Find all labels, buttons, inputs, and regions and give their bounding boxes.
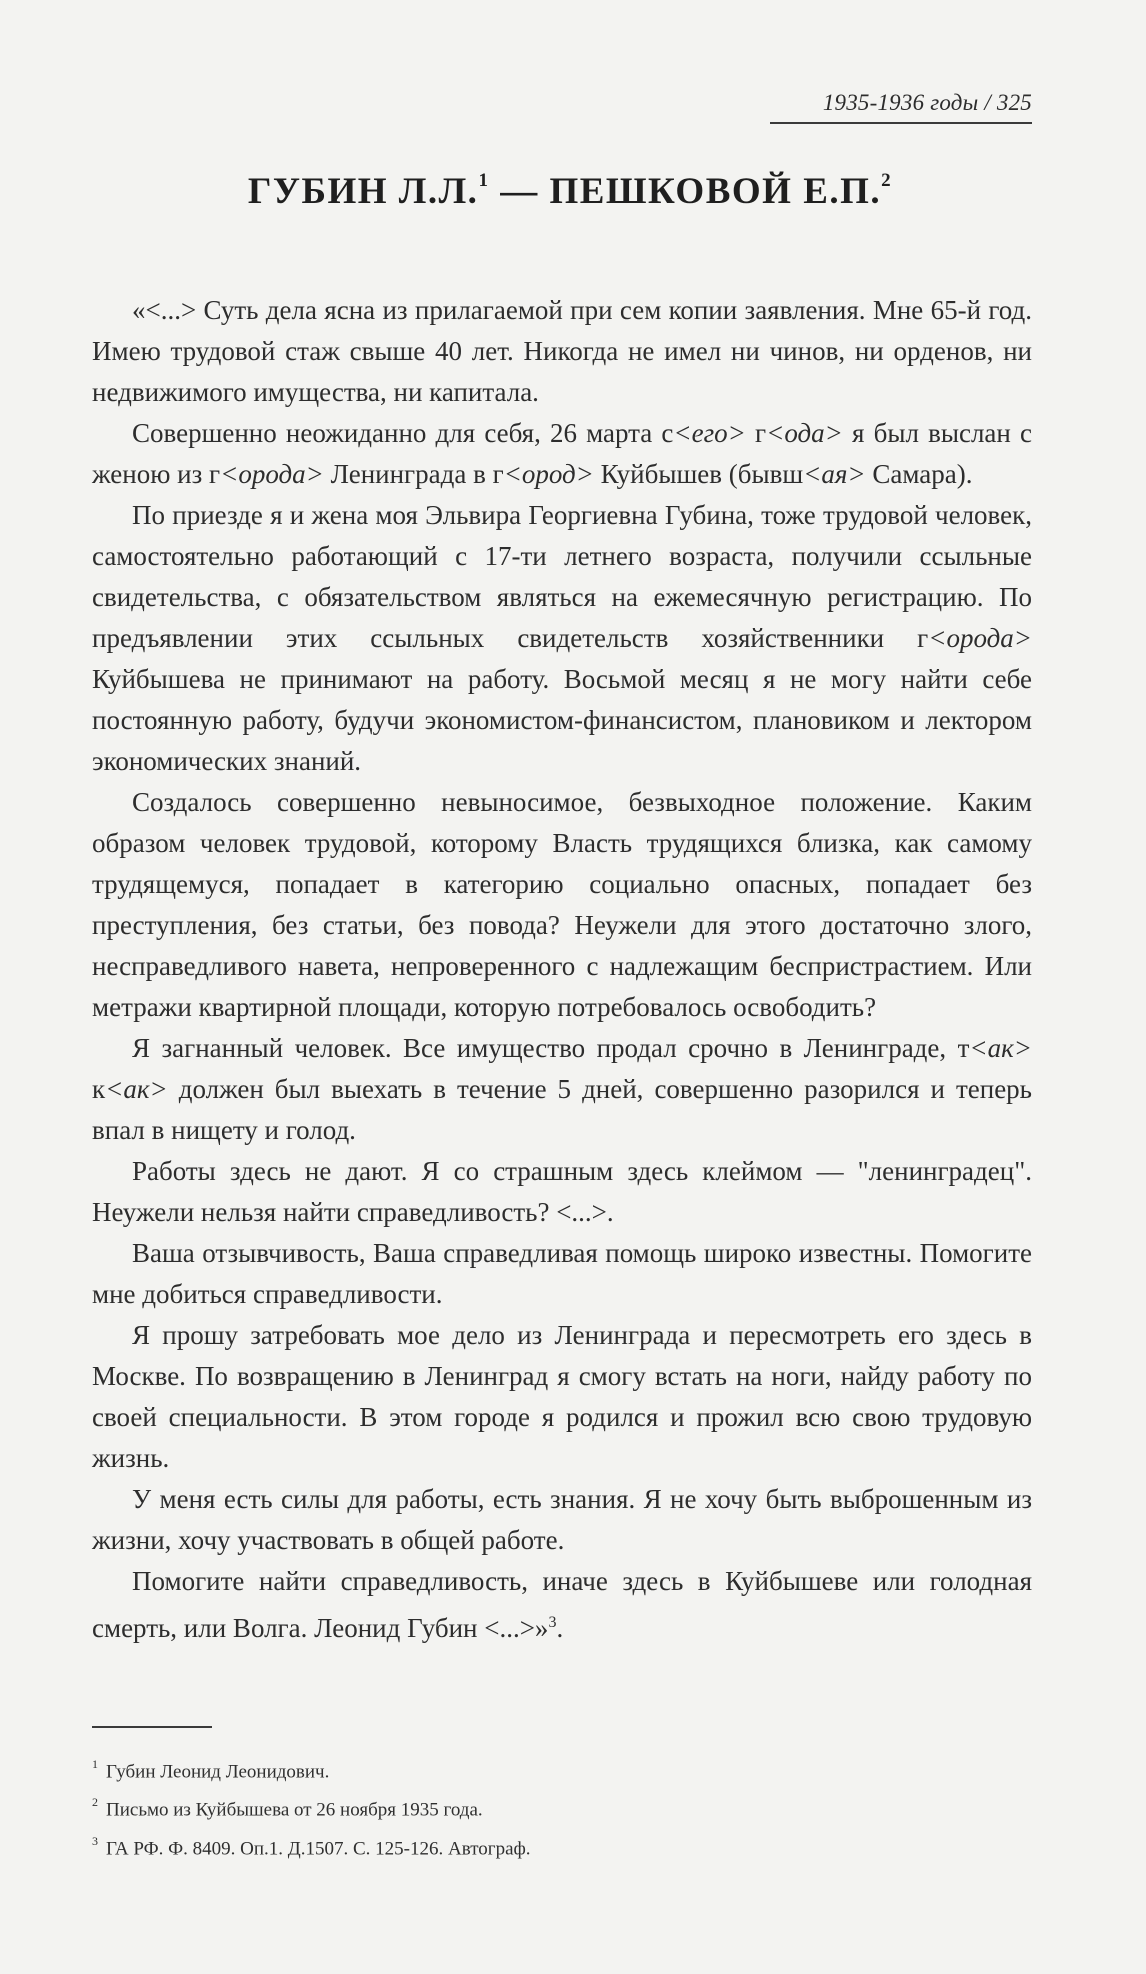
editorial-insertion: <ак> bbox=[105, 1074, 168, 1104]
paragraph-1: «<...> Суть дела ясна из прилагаемой при сем копии заявления. Мне 65-й год. Имею трудовой стаж свыше 40 лет. Никогда не имел ни чинов, ни орденов, ни недвижимого имущества, ни капитала. bbox=[92, 295, 1032, 407]
footnote-2 bbox=[92, 1788, 1032, 1826]
header-rule bbox=[770, 122, 1032, 124]
text-run: Я загнанный человек. Все имущество продал срочно в Ленинграде, т bbox=[132, 1033, 970, 1063]
text-run: Самара). bbox=[865, 459, 973, 489]
paragraph-5 bbox=[92, 1028, 1032, 1151]
footnote-rule bbox=[92, 1726, 212, 1728]
text-run: Совершенно неожиданно для себя, 26 марта с bbox=[132, 418, 674, 448]
text-run: Помогите найти справедливость, иначе здесь в Куйбышеве или голодная смерть, или Волга. Леонид Губин <...>» bbox=[92, 1566, 1032, 1643]
editorial-insertion: <орода> bbox=[220, 459, 324, 489]
paragraph-4: Создалось совершенно невыносимое, безвыходное положение. Каким образом человек трудовой, которому Власть трудящихся близка, как самому трудящемуся, попадает в категорию социально опасных, попадает без преступления, без статьи, без повода? Неужели для этого достаточно злого, несправедливого навета, непроверенного с надлежащим беспристрастием. Или метражи квартирной площади, которую потребовалось освободить? bbox=[92, 787, 1032, 1022]
title-footnote-ref-2: 2 bbox=[881, 169, 893, 191]
editorial-insertion: <ода> bbox=[766, 418, 843, 448]
footnote-number: 3 bbox=[92, 1833, 98, 1848]
text-run: должен был выехать в течение 5 дней, совершенно разорился и теперь впал в нищету и голод. bbox=[92, 1074, 1032, 1145]
letter-body bbox=[92, 290, 1032, 1649]
editorial-insertion: <его> bbox=[673, 418, 746, 448]
footnote-1 bbox=[92, 1750, 1032, 1788]
footnote-number: 1 bbox=[92, 1757, 98, 1771]
footnote-text: Письмо из Куйбышева от 26 ноября 1935 года. bbox=[106, 1799, 483, 1821]
footnote-text: ГА РФ. Ф. 8409. Оп.1. Д.1507. С. 125-126. Автограф. bbox=[106, 1837, 531, 1859]
text-run: Куйбышев (бывш bbox=[593, 459, 804, 489]
footnote-text: Губин Леонид Леонидович. bbox=[106, 1761, 330, 1783]
text-run: к bbox=[92, 1074, 106, 1104]
text-run: г bbox=[745, 418, 767, 448]
editorial-insertion: <ак> bbox=[969, 1033, 1032, 1063]
text-run: Ленинграда в г bbox=[323, 459, 504, 489]
paragraph-8: Я прошу затребовать мое дело из Ленинграда и пересмотреть его здесь в Москве. По возвращению в Ленинград я смогу встать на ноги, найду работу по своей специальности. В этом городе я родился и прожил всю свою трудовую жизнь. bbox=[92, 1320, 1032, 1473]
editorial-insertion: <ая> bbox=[803, 459, 866, 489]
text-run: я был выслан с женою из г bbox=[92, 418, 1033, 489]
text-run: . bbox=[556, 1613, 564, 1643]
paragraph-6: Работы здесь не дают. Я со страшным здесь клеймом — "ленинградец". Неужели нельзя найти справедливость? <...>. bbox=[92, 1156, 1032, 1227]
paragraph-10 bbox=[92, 1561, 1032, 1649]
paragraph-7: Ваша отзывчивость, Ваша справедливая помощь широко известны. Помогите мне добиться справедливости. bbox=[92, 1238, 1032, 1309]
text-run: По приезде я и жена моя Эльвира Георгиевна Губина, тоже трудовой человек, самостоятельно работающий с 17-ти летнего возраста, получили ссыльные свидетельства, с обязательством являться на ежемесячную регистрацию. По предъявлении этих ссыльных свидетельств хозяйственники г bbox=[92, 500, 1032, 653]
body-footnote-ref-3: 3 bbox=[548, 1614, 557, 1631]
editorial-insertion: <орода> bbox=[928, 623, 1032, 653]
footnotes bbox=[92, 1750, 1032, 1865]
text-run: Куйбышева не принимают на работу. Восьмой месяц я не могу найти себе постоянную работу, будучи экономистом-финансистом, плановиком и лектором экономических знаний. bbox=[92, 664, 1032, 776]
title-recipient: — ПЕШКОВОЙ Е.П. bbox=[489, 171, 882, 212]
paragraph-3 bbox=[92, 495, 1032, 782]
title-sender: ГУБИН Л.Л. bbox=[247, 171, 479, 212]
document-title bbox=[210, 170, 930, 213]
title-footnote-ref-1: 1 bbox=[478, 169, 490, 191]
paragraph-9: У меня есть силы для работы, есть знания. Я не хочу быть выброшенным из жизни, хочу участвовать в общей работе. bbox=[92, 1484, 1032, 1555]
editorial-insertion: <ород> bbox=[503, 459, 594, 489]
footnote-3 bbox=[92, 1827, 1032, 1865]
footnote-number: 2 bbox=[92, 1795, 98, 1810]
running-head: 1935-1936 годы / 325 bbox=[822, 90, 1032, 115]
paragraph-2 bbox=[92, 413, 1032, 495]
